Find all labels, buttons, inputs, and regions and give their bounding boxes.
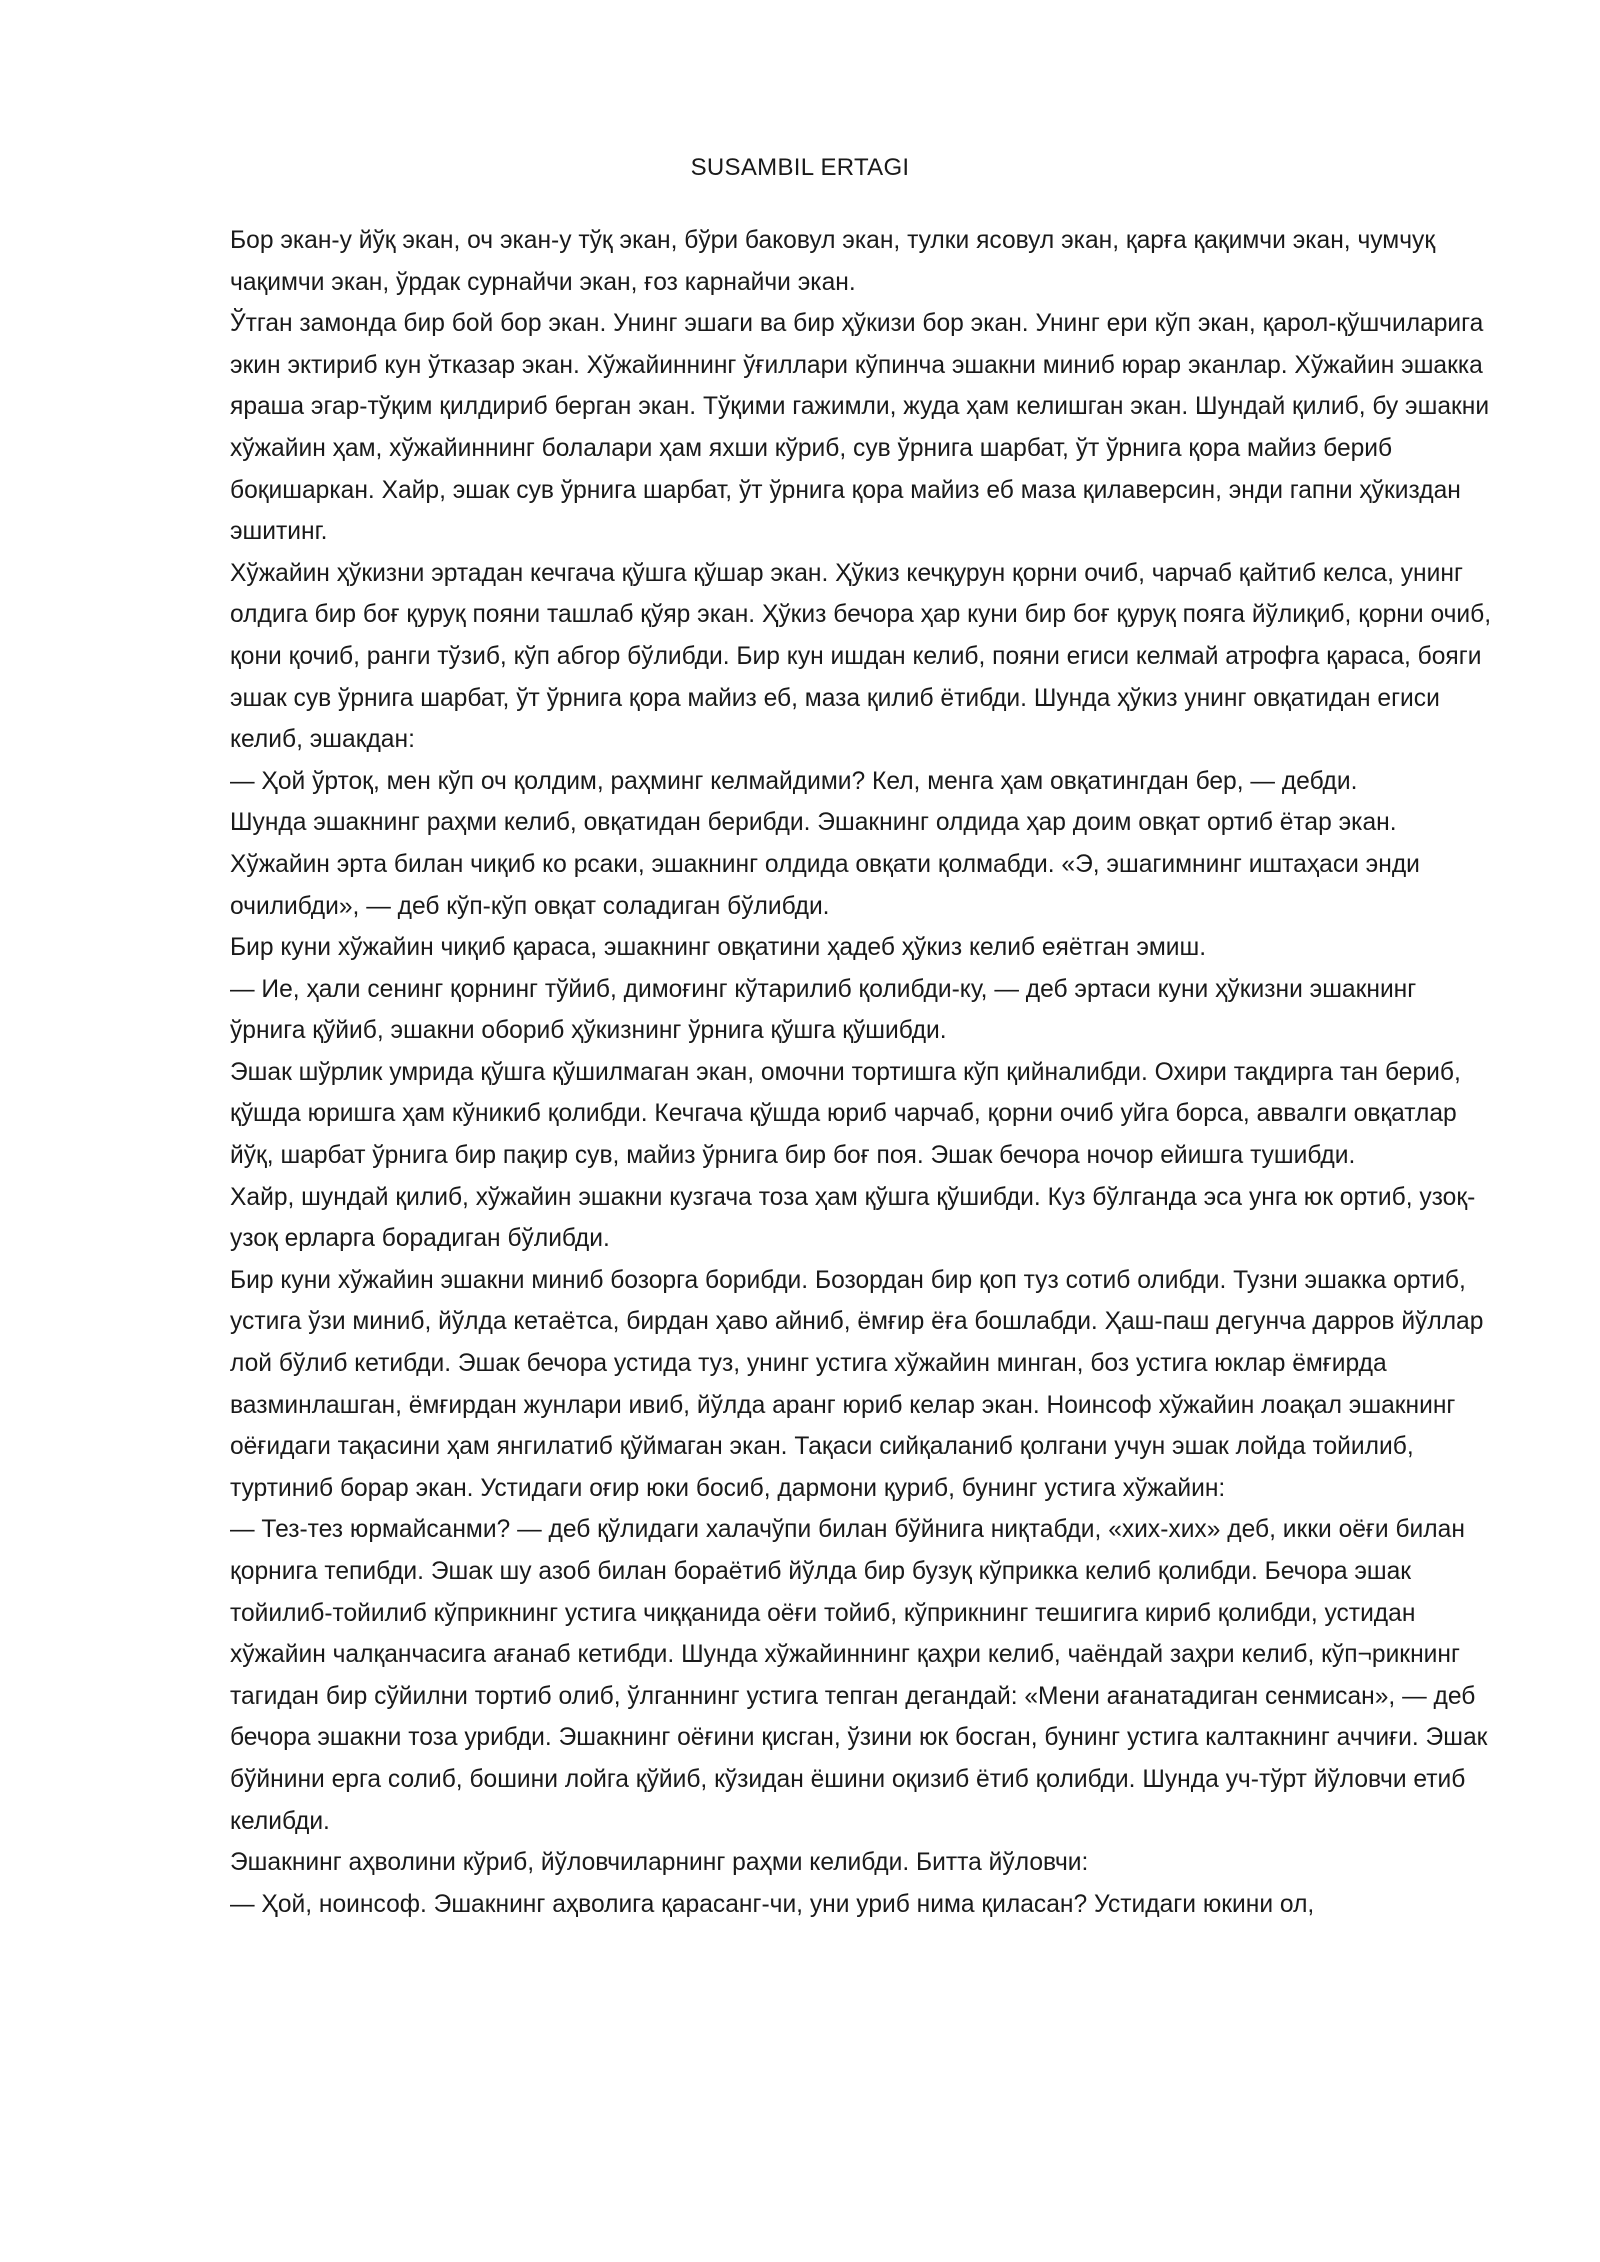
- paragraph: Бор экан-у йўқ экан, оч экан-у тўқ экан, бўри баковул экан, тулки ясовул экан, қарға қақимчи экан, чумчуқ чақимчи экан, ўрдак сурнайчи экан, ғоз карнайчи экан.: [230, 227, 1436, 296]
- paragraph: — Ҳой, ноинсоф. Эшакнинг аҳволига қарасанг-чи, уни уриб нима қиласан? Устидаги юкини ол,: [230, 1890, 1315, 1918]
- paragraph: Хўжайин ҳўкизни эртадан кечгача қўшга қўшар экан. Ҳўкиз кечқурун қорни очиб, чарчаб қайтиб келса, унинг олдига бир боғ қуруқ пояни ташлаб қўяр экан. Ҳўкиз бечора ҳар куни бир боғ қуруқ пояга йўлиқиб, қорни очиб, қони қочиб, ранги тўзиб, кўп абгор бўлибди. Бир кун ишдан келиб, пояни егиси келмай атрофга қараса, бояги эшак сув ўрнига шарбат, ўт ўрнига қора майиз еб, маза қилиб ётибди. Шунда ҳўкиз унинг овқатидан егиси келиб, эшакдан:: [230, 559, 1492, 754]
- paragraph: — Ие, ҳали сенинг қорнинг тўйиб, димоғинг кўтарилиб қолибди-ку, — деб эртаси куни ҳўкизни эшакнинг ўрнига қўйиб, эшакни обориб ҳўкизнинг ўрнига қўшга қўшибди.: [230, 975, 1417, 1045]
- paragraph: — Тез-тез юрмайсанми? — деб қўлидаги халачўпи билан бўйнига ниқтабди, «хих-хих» деб, икки оёғи билан қорнига тепибди. Эшак шу азоб билан бораётиб йўлда бир бузуқ кўприкка келиб қолибди. Бечора эшак тойилиб-тойилиб кўприкнинг устига чиққанида оёғи тойиб, кўприкнинг тешигига кириб қолибди, устидан хўжайин чалқанчасига ағанаб кетибди. Шунда хўжайиннинг қаҳри келиб, чаёндай заҳри келиб, кўп¬рикнинг тагидан бир сўйилни тортиб олиб, ўлганнинг устига тепган дегандай: «Мени ағанатадиган сенмисан», — деб бечора эшакни тоза урибди. Эшакнинг оёғини қисган, ўзини юк босган, бунинг устига калтакнинг аччиғи. Эшак бўйнини ерга солиб, бошини лойга қўйиб, кўзидан ёшини оқизиб ётиб қолибди. Шунда уч-тўрт йўловчи етиб келибди.: [230, 1516, 1488, 1835]
- paragraph: Бир куни хўжайин эшакни миниб бозорга борибди. Бозордан бир қоп туз сотиб олибди. Тузни эшакка ортиб, устига ўзи миниб, йўлда кетаётса, бирдан ҳаво айниб, ёмғир ёға бошлабди. Ҳаш-паш дегунча дарров йўллар лой бўлиб кетибди. Эшак бечора устида туз, унинг устига хўжайин минган, боз устига юклар ёмғирда вазминлашган, ёмғирдан жунлари ивиб, йўлда аранг юриб келар экан. Ноинсоф хўжайин лоақал эшакнинг оёғидаги тақасини ҳам янгилатиб қўймаган экан. Тақаси сийқаланиб қолгани учун эшак лойда тойилиб, туртиниб борар экан. Устидаги оғир юки босиб, дармони қуриб, бунинг устига хўжайин:: [230, 1266, 1484, 1502]
- paragraph: Эшак шўрлик умрида қўшга қўшилмаган экан, омочни тортишга кўп қийналибди. Охири тақдирга тан бериб, қўшда юришга ҳам кўникиб қолибди. Кечгача қўшда юриб чарчаб, қорни очиб уйга борса, аввалги овқатлар йўқ, шарбат ўрнига бир пақир сув, майиз ўрнига бир боғ поя. Эшак бечора ночор ейишга тушибди.: [230, 1058, 1461, 1170]
- paragraph: Бир куни хўжайин чиқиб қараса, эшакнинг овқатини ҳадеб ҳўкиз келиб еяётган эмиш.: [230, 934, 1207, 962]
- paragraph: Шунда эшакнинг раҳми келиб, овқатидан берибди. Эшакнинг олдида ҳар доим овқат ортиб ётар экан. Хўжайин эрта билан чиқиб ко рсаки, эшакнинг олдида овқати қолмабди. «Э, эшагимнинг иштаҳаси энди очилибди», — деб кўп-кўп овқат соладиган бўлибди.: [230, 809, 1420, 920]
- paragraph: Ўтган замонда бир бой бор экан. Унинг эшаги ва бир ҳўкизи бор экан. Унинг ери кўп экан, қарол-қўшчиларига экин эктириб кун ўтказар экан. Хўжайиннинг ўғиллари кўпинча эшакни миниб юрар эканлар. Хўжайин эшакка яраша эгар-тўқим қилдириб берган экан. Тўқими гажимли, жуда ҳам келишган экан. Шундай қилиб, бу эшакни хўжайин ҳам, хўжайиннинг болалари ҳам яхши кўриб, сув ўрнига шарбат, ўт ўрнига қора майиз бериб боқишаркан. Хайр, эшак сув ўрнига шарбат, ўт ўрнига қора майиз еб маза қилаверсин, энди гапни ҳўкиздан эшитинг.: [230, 310, 1490, 546]
- paragraph: Эшакнинг аҳволини кўриб, йўловчиларнинг раҳми келибди. Битта йўловчи:: [230, 1849, 1089, 1877]
- paragraph: Хайр, шундай қилиб, хўжайин эшакни кузгача тоза ҳам қўшга қўшибди. Куз бўлганда эса унга юк ортиб, узоқ-узоқ ерларга борадиган бўлибди.: [230, 1183, 1476, 1253]
- document-body: [230, 220, 1498, 1925]
- document-title: SUSAMBIL ERTAGI: [690, 154, 910, 181]
- paragraph: — Ҳой ўртоқ, мен кўп оч қолдим, раҳминг келмайдими? Кел, менга ҳам овқатингдан бер, — дебди.: [230, 767, 1358, 795]
